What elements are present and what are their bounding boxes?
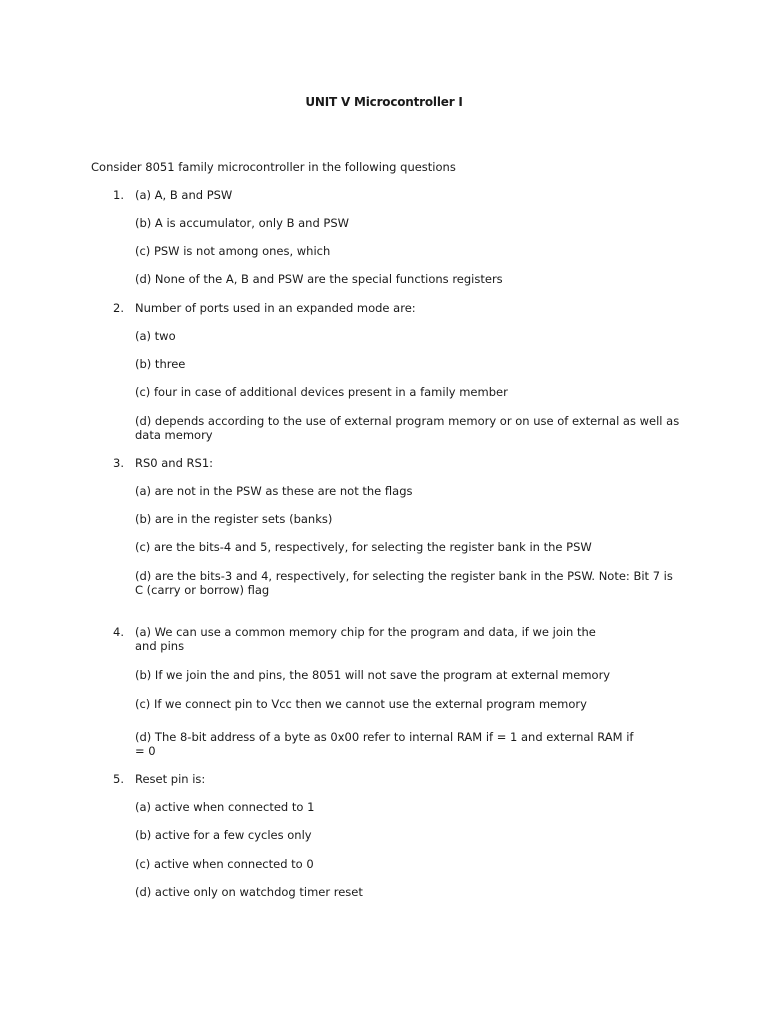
question-number: 5. xyxy=(113,772,124,786)
option-c: (c) active when connected to 0 xyxy=(135,857,314,871)
option-d: (d) active only on watchdog timer reset xyxy=(135,885,363,899)
question-stem: Reset pin is: xyxy=(135,772,206,786)
option-a: (a) two xyxy=(135,329,176,343)
question-stem: Number of ports used in an expanded mode are: xyxy=(135,301,416,315)
option-c: (c) four in case of additional devices present in a family member xyxy=(135,385,508,399)
question-stem: RS0 and RS1: xyxy=(135,456,214,470)
option-b: (b) A is accumulator, only B and PSW xyxy=(135,216,350,230)
option-c: (c) If we connect pin to Vcc then we cannot use the external program memory xyxy=(135,697,587,711)
option-d: (d) None of the A, B and PSW are the special functions registers xyxy=(135,272,503,286)
option-d: (d) are the bits-3 and 4, respectively, for selecting the register bank in the PSW. Note: Bit 7 is xyxy=(135,569,673,583)
page-title: UNIT V Microcontroller I xyxy=(305,95,463,109)
option-c: (c) PSW is not among ones, which xyxy=(135,244,331,258)
question-number: 2. xyxy=(113,301,124,315)
intro-text: Consider 8051 family microcontroller in the following questions xyxy=(91,160,456,174)
option-b: (b) three xyxy=(135,357,186,371)
question-stem-continued: and pins xyxy=(135,639,185,653)
option-b: (b) are in the register sets (banks) xyxy=(135,512,333,526)
option-d-continued: C (carry or borrow) flag xyxy=(135,583,270,597)
option-b: (b) active for a few cycles only xyxy=(135,828,312,842)
option-a: (a) are not in the PSW as these are not the flags xyxy=(135,484,413,498)
question-number: 3. xyxy=(113,456,124,470)
question-stem: (a) A, B and PSW xyxy=(135,188,233,202)
option-c: (c) are the bits-4 and 5, respectively, for selecting the register bank in the PSW xyxy=(135,540,592,554)
question-number: 4. xyxy=(113,625,124,639)
option-d-continued: = 0 xyxy=(135,744,156,758)
question-stem: (a) We can use a common memory chip for the program and data, if we join the xyxy=(135,625,596,639)
option-b: (b) If we join the and pins, the 8051 will not save the program at external memory xyxy=(135,668,611,682)
option-d-continued: data memory xyxy=(135,428,213,442)
option-d: (d) The 8-bit address of a byte as 0x00 refer to internal RAM if = 1 and external RAM if xyxy=(135,730,634,744)
option-a: (a) active when connected to 1 xyxy=(135,800,315,814)
question-number: 1. xyxy=(113,188,124,202)
option-d: (d) depends according to the use of external program memory or on use of external as well as xyxy=(135,414,680,428)
